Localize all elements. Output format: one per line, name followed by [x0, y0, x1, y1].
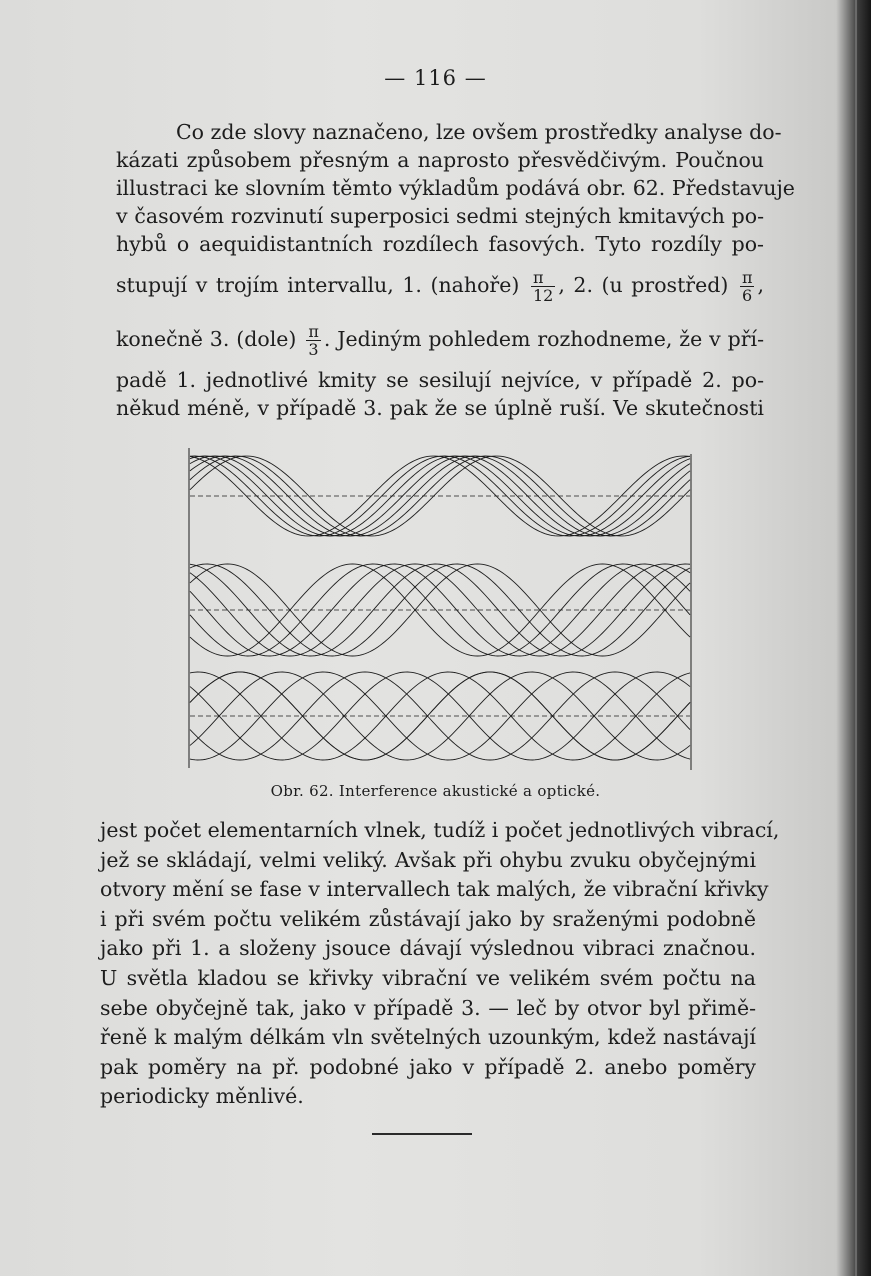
- end-rule: [372, 1133, 472, 1135]
- figure-caption: Obr. 62. Interference akustické a optické.: [270, 782, 601, 800]
- text-line: otvory mění se fase v intervallech tak malých, že vibrační křivky: [100, 877, 769, 902]
- fraction-numerator: π: [308, 322, 319, 341]
- fraction-numerator: π: [741, 268, 753, 287]
- text-line: jež se skládají, velmi veliký. Avšak při ohybu zvuku obyčejnými: [100, 847, 756, 872]
- text-line: jako při 1. a složeny jsouce dávají výslednou vibraci značnou.: [100, 936, 756, 961]
- text-line: periodicky měnlivé.: [100, 1084, 304, 1109]
- paragraph-1: [116, 118, 795, 422]
- text-line: U světla kladou se křivky vibrační ve velikém svém počtu na: [100, 965, 756, 990]
- fraction-pi-3: [306, 323, 321, 358]
- text-line: hybů o aequidistantních rozdílech fasových. Tyto rozdíly po-: [116, 232, 764, 256]
- text-fragment: , 2. (u prostřed): [558, 273, 729, 297]
- paragraph-2: [100, 816, 780, 1112]
- text-line: sebe obyčejně tak, jako v případě 3. — leč by otvor byl přimě-: [100, 995, 756, 1020]
- fraction-pi-12: [531, 269, 555, 304]
- text-fragment: stupují v trojím intervallu, 1. (nahoře): [116, 273, 520, 297]
- page-number: — 116 —: [384, 66, 487, 90]
- fraction-numerator: π: [531, 269, 555, 287]
- text-line: pak poměry na př. podobné jako v případě 2. anebo poměry: [100, 1054, 756, 1079]
- text-line-with-fractions: [116, 258, 764, 312]
- text-line: Co zde slovy naznačeno, lze ovšem prostředky analyse do-: [176, 120, 782, 144]
- fraction-denominator: 6: [741, 286, 753, 305]
- text-fragment: ,: [757, 273, 764, 297]
- text-line: padě 1. jednotlivé kmity se sesilují nejvíce, v případě 2. po-: [116, 368, 764, 392]
- text-line: i při svém počtu velikém zůstávají jako by sraženými podobně: [100, 906, 756, 931]
- text-fragment: . Jediným pohledem rozhodneme, že v pří-: [323, 327, 764, 351]
- text-line: řeně k malým délkám vln světelných uzounkým, kdež nastávají: [100, 1025, 756, 1050]
- text-line: jest počet elementarních vlnek, tudíž i počet jednotlivých vibrací,: [100, 818, 780, 842]
- text-fragment: konečně 3. (dole): [116, 327, 297, 351]
- text-line: někud méně, v případě 3. pak že se úplně ruší. Ve skutečnosti: [116, 396, 764, 420]
- text-line: v časovém rozvinutí superposici sedmi stejných kmitavých po-: [116, 204, 764, 228]
- text-line: kázati způsobem přesným a naprosto přesvědčivým. Poučnou: [116, 148, 764, 172]
- fraction-denominator: 3: [308, 340, 319, 359]
- fraction-pi-6: [740, 269, 755, 304]
- fraction-denominator: 12: [532, 286, 554, 305]
- text-line-with-fraction: [116, 312, 764, 366]
- text-line: illustraci ke slovním těmto výkladům podává obr. 62. Představuje: [116, 176, 795, 200]
- binding-edge: [855, 0, 857, 1276]
- interference-figure: [186, 448, 694, 774]
